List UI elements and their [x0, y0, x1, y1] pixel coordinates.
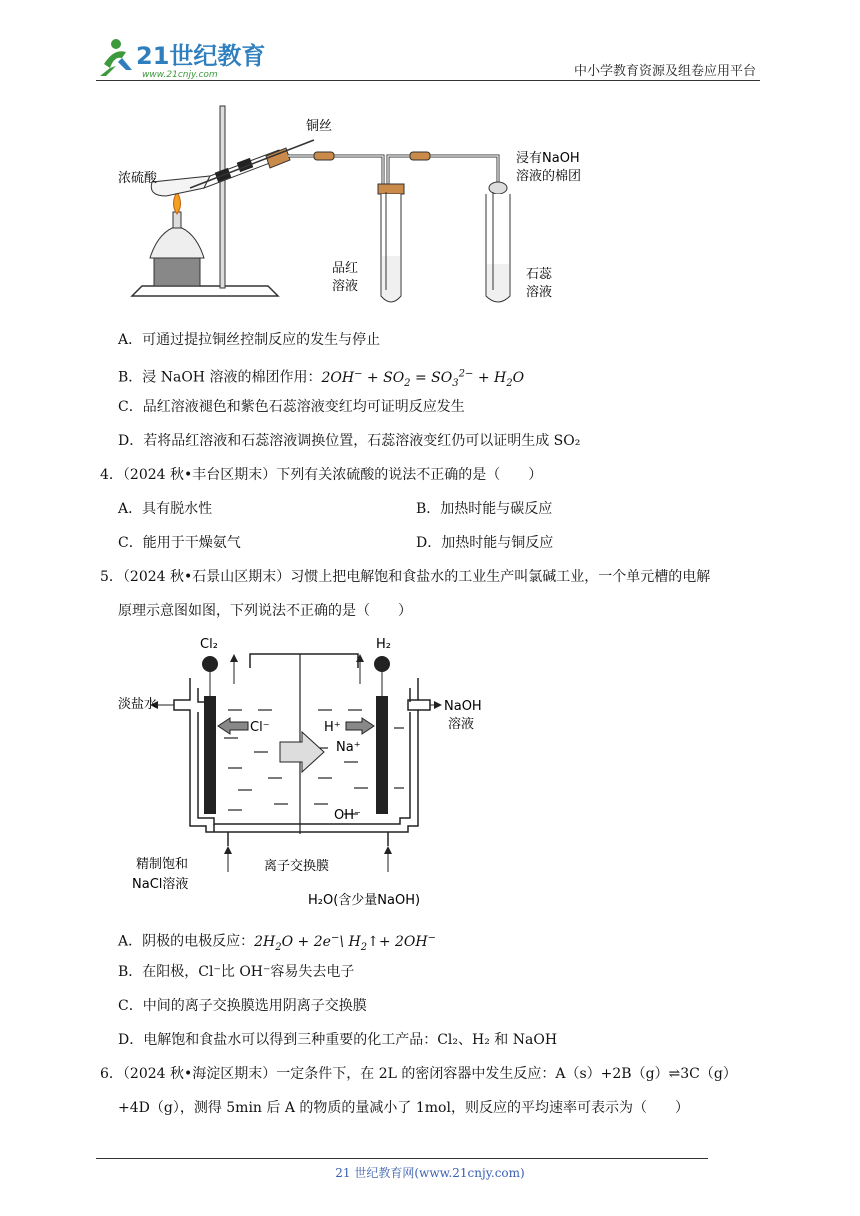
- q3-option-b-formula: $2OH^- + SO_2 = SO_3^{2-} + H_2O$: [321, 368, 525, 389]
- q5-option-d: D．电解饱和食盐水可以得到三种重要的化工产品：Cl₂、H₂ 和 NaOH: [118, 1032, 558, 1048]
- q3-option-b-text: B．浸 NaOH 溶液的棉团作用：: [118, 369, 322, 386]
- q3-option-b: [118, 364, 524, 393]
- svg-text:品红: 品红: [332, 261, 359, 276]
- svg-text:溶液: 溶液: [448, 717, 475, 732]
- q4-option-d: D．加热时能与铜反应: [416, 535, 554, 551]
- q3-option-c: C．品红溶液褪色和紫色石蕊溶液变红均可证明反应发生: [118, 399, 465, 415]
- q5-stem-line1: 5．（2024 秋•石景山区期末）习惯上把电解饱和食盐水的工业生产叫氯碱工业，一个单元槽的电解: [100, 569, 711, 585]
- svg-text:浸有NaOH: 浸有NaOH: [516, 151, 580, 166]
- q4-stem: 4．（2024 秋•丰台区期末）下列有关浓硫酸的说法不正确的是（ ）: [100, 467, 543, 483]
- svg-text:石蕊: 石蕊: [526, 267, 553, 282]
- q4-option-c: C．能用于干燥氨气: [118, 535, 241, 551]
- q3-option-d: D．若将品红溶液和石蕊溶液调换位置，石蕊溶液变红仍可以证明生成 SO₂: [118, 433, 581, 449]
- svg-text:NaCl溶液: NaCl溶液: [132, 877, 189, 892]
- svg-text:离子交换膜: 离子交换膜: [264, 859, 330, 874]
- page-header: [96, 34, 760, 82]
- svg-text:H⁺: H⁺: [324, 720, 341, 735]
- page-footer[interactable]: 21 世纪教育网(www.21cnjy.com): [335, 1166, 525, 1180]
- q5-option-a: [118, 928, 436, 957]
- q5-option-a-text: A．阴极的电极反应：: [118, 933, 255, 950]
- svg-text:www.21cnjy.com: www.21cnjy.com: [142, 70, 218, 80]
- q6-stem-line1: 6．（2024 秋•海淀区期末）一定条件下，在 2L 的密闭容器中发生反应：A（s）+2B（g）⇌3C（g）: [100, 1066, 737, 1082]
- svg-text:NaOH: NaOH: [444, 699, 482, 714]
- q4-option-a: A．具有脱水性: [118, 501, 213, 517]
- svg-text:精制饱和: 精制饱和: [136, 857, 189, 872]
- q5-option-c: C．中间的离子交换膜选用阴离子交换膜: [118, 998, 367, 1014]
- svg-text:溶液: 溶液: [526, 285, 553, 300]
- svg-text:21世纪教育: 21世纪教育: [136, 42, 266, 70]
- platform-name: 中小学教育资源及组卷应用平台: [573, 64, 756, 79]
- q6-stem-line2: +4D（g），测得 5min 后 A 的物质的量减小了 1mol，则反应的平均速率可表示为（ ）: [118, 1100, 689, 1116]
- svg-text:H₂: H₂: [376, 637, 391, 652]
- svg-text:溶液: 溶液: [332, 279, 359, 294]
- q4-option-b: B．加热时能与碳反应: [416, 501, 553, 517]
- svg-text:Na⁺: Na⁺: [336, 740, 361, 755]
- svg-text:淡盐水: 淡盐水: [118, 697, 158, 712]
- svg-text:Cl₂: Cl₂: [200, 637, 218, 652]
- site-logo: [96, 34, 266, 80]
- svg-text:Cl⁻: Cl⁻: [250, 720, 270, 735]
- svg-text:浓硫酸: 浓硫酸: [118, 171, 158, 186]
- svg-text:H₂O(含少量NaOH): H₂O(含少量NaOH): [308, 893, 421, 908]
- q3-option-a: A．可通过提拉铜丝控制反应的发生与停止: [118, 332, 381, 348]
- apparatus-figure: [118, 100, 618, 312]
- svg-text:溶液的棉团: 溶液的棉团: [516, 169, 582, 184]
- svg-text:铜丝: 铜丝: [306, 119, 333, 134]
- header-divider: [96, 80, 760, 81]
- svg-text:OH⁻: OH⁻: [334, 808, 361, 823]
- q5-option-a-formula: $2H_2O$ + 2e−\ $H_2↑+ 2OH^-$: [254, 932, 436, 953]
- q5-stem-line2: 原理示意图如图，下列说法不正确的是（ ）: [118, 603, 412, 619]
- q5-option-b: B．在阳极，Cl⁻比 OH⁻容易失去电子: [118, 964, 355, 980]
- electrolysis-figure: [118, 628, 498, 918]
- footer-divider: [96, 1158, 708, 1159]
